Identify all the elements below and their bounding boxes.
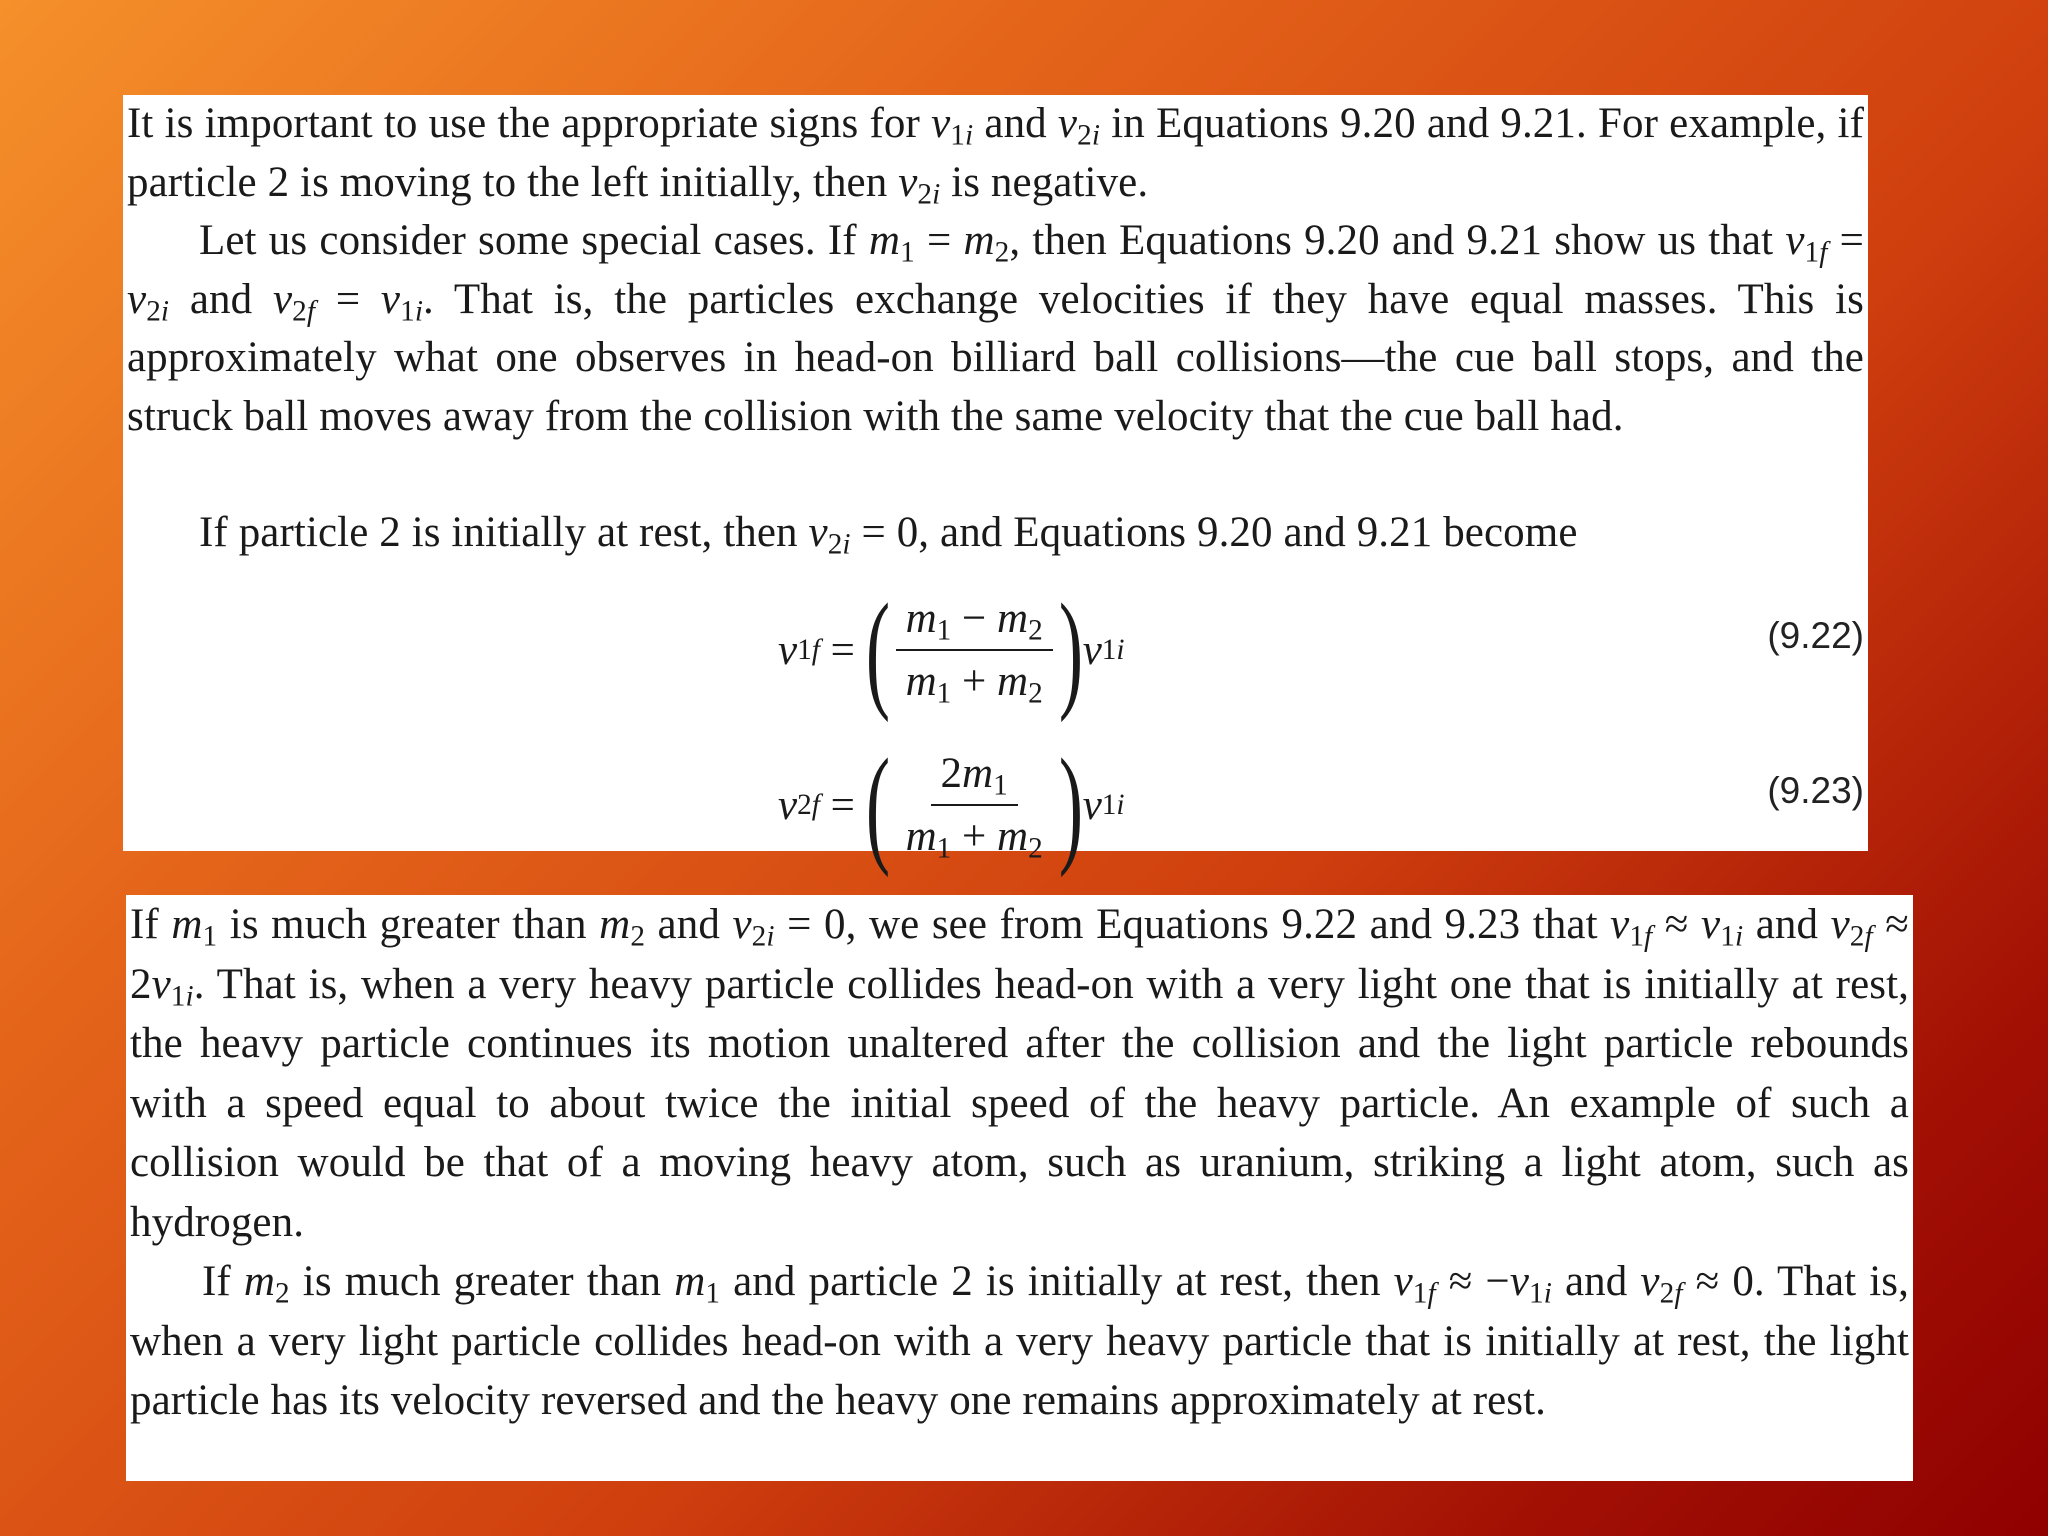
equation-number-9-22: (9.22) [1767, 615, 1864, 656]
paragraph-light-particle: If $m_2$ is much greater than $m_1$ and particle 2 is initially at rest, then $v_{1f} \approx -v_{1i}$ and $v_{2f} \approx 0$. That is, when a very light particle collides head-on with a very heavy particle that is initially at rest, the light particle has its velocity reversed and the heavy one remains approximately at rest. [130, 1258, 1909, 1424]
paragraph-signs: It is important to use the appropriate signs for $v_{1i}$ and $v_{2i}$ in Equations 9.20 and 9.21. For example, if particle 2 is moving to the left initially, then $v_{2i}$ is negative. [127, 100, 1864, 210]
paragraph-at-rest: If particle 2 is initially at rest, then $v_{2i} = 0$, and Equations 9.20 and 9.21 become [199, 509, 1578, 561]
equation-9-23: v 2f = ( $\frac{2m_1}{m_1 + m_2}$ ) v 1i (9.23) [778, 731, 1864, 878]
paragraph-heavy-particle: If $m_1$ is much greater than $m_2$ and $v_{2i} = 0$, we see from Equations 9.22 and 9.23 that $v_{1f} \approx v_{1i}$ and $v_{2f} \approx 2v_{1i}$. That is, when a very heavy particle collides head-on with a very light one that is initially at rest, the heavy particle continues its motion unaltered after the collision and the light particle rebounds with a speed equal to about twice the initial speed of the heavy particle. An example of such a collision would be that of a moving heavy atom, such as uranium, striking a light atom, such as hydrogen. [130, 901, 1909, 1246]
bottom-text-panel [126, 895, 1913, 1481]
equation-9-22: v 1f = ( $\frac{m_1 - m_2}{m_1 + m_2}$ ) v 1i (9.22) [778, 576, 1864, 723]
paragraph-special-cases: Let us consider some special cases. If $m_1 = m_2$, then Equations 9.20 and 9.21 show us that $v_{1f} = v_{2i}$ and $v_{2f} = v_{1i}$. That is, the particles exchange velocities if they have equal masses. This is approximately what one observes in head-on billiard ball collisions—the cue ball stops, and the struck ball moves away from the collision with the same velocity that the cue ball had. [127, 217, 1865, 440]
top-text-panel [123, 95, 1868, 878]
equation-number-9-23: (9.23) [1767, 770, 1864, 811]
